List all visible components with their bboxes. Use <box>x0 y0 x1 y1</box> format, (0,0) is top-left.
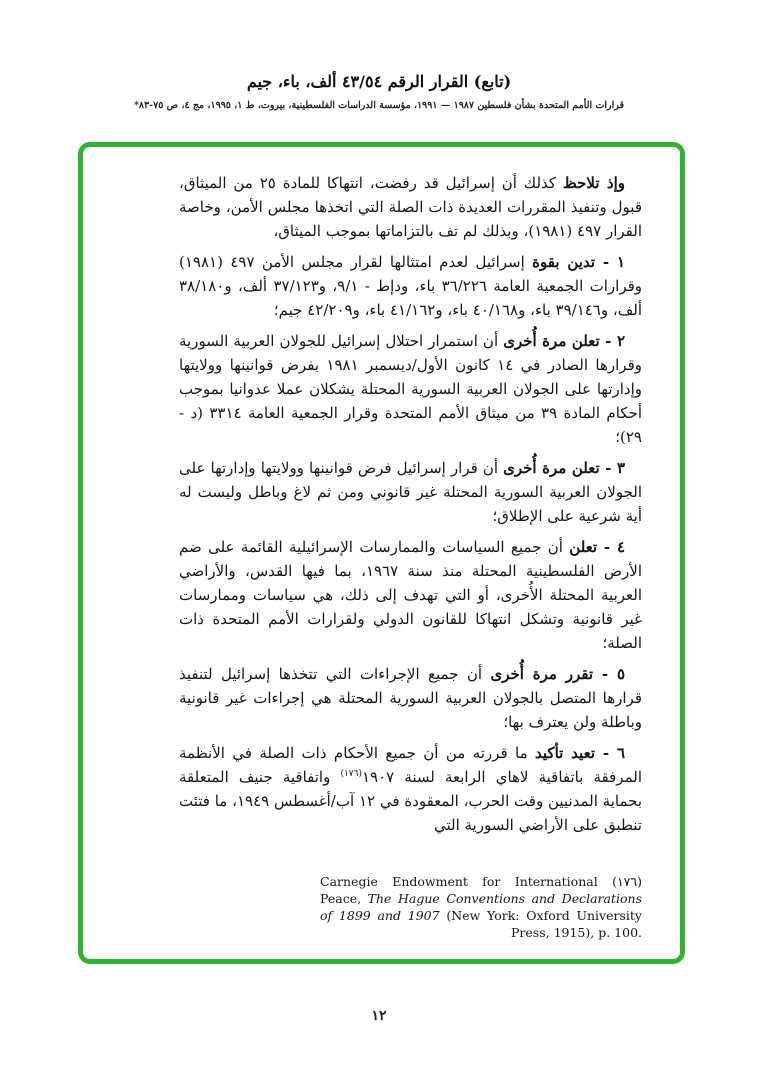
footnote-citation-roman: Carnegie Endowment for International Peace, <box>320 874 598 906</box>
paragraph-lead: ٢ - تعلن مرة أُخرى <box>503 332 625 350</box>
footnote-marker: (١٧٦) <box>612 874 642 889</box>
paragraph-lead: ٤ - تعلن <box>569 538 625 556</box>
footnote-citation-title: The Hague Conventions and Declarations of 1899 and 1907 <box>320 891 642 923</box>
paragraph-lead: ٥ - تقرر مرة أُخرى <box>490 665 625 683</box>
highlight-frame <box>78 142 685 964</box>
operative-paragraph-3 <box>179 456 642 528</box>
preamble-paragraph <box>179 171 642 243</box>
paragraph-text: واتفاقية جنيف المتعلقة بحماية المدنيين وقت الحرب، المعقودة في ١٢ آب/أغسطس ١٩٤٩، ما فتئت تنطبق على الأراضي السورية التي <box>179 768 642 834</box>
paragraph-lead: ٦ - تعيد تأكيد <box>535 744 625 762</box>
operative-paragraph-4 <box>179 535 642 655</box>
page-number: ١٢ <box>371 1008 387 1024</box>
footnote-citation <box>320 874 642 940</box>
paragraph-lead: وإذ تلاحظ <box>562 174 625 192</box>
operative-paragraph-5 <box>179 662 642 734</box>
paragraph-text: إسرائيل لعدم امتثالها لقرار مجلس الأمن ٤٩٧ (١٩٨١) وقرارات الجمعية العامة ٣٦/٢٢٦ باء، ودإط - ٩/١، و٣٧/١٢٣ ألف، و٣٨/١٨٠ ألف، و٣٩/١٤٦ باء، و٤٠/١٦٨ باء، و٤١/١٦٢ باء، و٤٢/٢٠٩ جيم؛ <box>179 253 642 319</box>
paragraph-text: أن جميع السياسات والممارسات الإسرائيلية القائمة على ضم الأرض الفلسطينية المحتلة منذ سنة ١٩٦٧، بما فيها القدس، والأراضي العربية المحتلة الأُخرى، أو التي تهدف إلى ذلك، هي سياسات وممارسات غير قانونية وتشكل انتهاكا للقانون الدولي ولقرارات الأمم المتحدة ذات الصلة؛ <box>179 538 642 652</box>
paragraph-text: أن جميع الإجراءات التي تتخذها إسرائيل لتنفيذ قرارها المتصل بالجولان العربية السورية المحتلة هي إجراءات غير قانونية وباطلة ولن يعترف بها؛ <box>179 665 642 731</box>
footnote-citation-roman: (New York: Oxford University Press, 1915), p. 100. <box>446 908 642 940</box>
paragraph-lead: ١ - تدين بقوة <box>532 253 625 271</box>
operative-paragraph-1 <box>179 250 642 322</box>
paragraph-text: أن استمرار احتلال إسرائيل للجولان العربية السورية وقرارها الصادر في ١٤ كانون الأول/ديسمبر ١٩٨١ بفرض قوانينها وولايتها وإدارتها على الجولان العربية السورية المحتلة يشكلان عملا عدوانيا بموجب أحكام المادة ٣٩ من ميثاق الأمم المتحدة وقرار الجمعية العامة ٣٣١٤ (د - ٢٩)؛ <box>179 332 642 446</box>
source-citation: قرارات الأمم المتحدة بشأن فلسطين ١٩٨٧ — ١٩٩١، مؤسسة الدراسات الفلسطينية، بيروت، ط ١، ١٩٩٥، مج ٤، ص ٧٥-٨٣* <box>133 100 625 111</box>
footnote <box>320 873 642 941</box>
operative-paragraph-6 <box>179 741 642 837</box>
resolution-body <box>179 171 642 844</box>
paragraph-lead: ٣ - تعلن مرة أُخرى <box>503 459 625 477</box>
paragraph-text: أن قرار إسرائيل فرض قوانينها وولايتها وإدارتها على الجولان العربية السورية المحتلة غير قانوني ومن ثم لاغ وباطل وليست له أية شرعية على الإطلاق؛ <box>179 459 642 525</box>
page-header <box>0 72 758 111</box>
operative-paragraph-2 <box>179 329 642 449</box>
resolution-title: (تابع) القرار الرقم ٤٣/٥٤ ألف، باء، جيم <box>246 72 512 91</box>
paragraph-text: كذلك أن إسرائيل قد رفضت، انتهاكا للمادة ٢٥ من الميثاق، قبول وتنفيذ المقررات العديدة ذات الصلة التي اتخذها مجلس الأمن، وخاصة القرار ٤٩٧ (١٩٨١)، وبذلك لم تف بالتزاماتها بموجب الميثاق، <box>179 174 642 240</box>
paragraph-text: ما قررته من أن جميع الأحكام ذات الصلة في الأنظمة المرفقة باتفاقية لاهاي الرابعة لسنة ١٩٠٧ <box>179 744 642 786</box>
footnote-reference: (١٧٦) <box>340 769 362 779</box>
